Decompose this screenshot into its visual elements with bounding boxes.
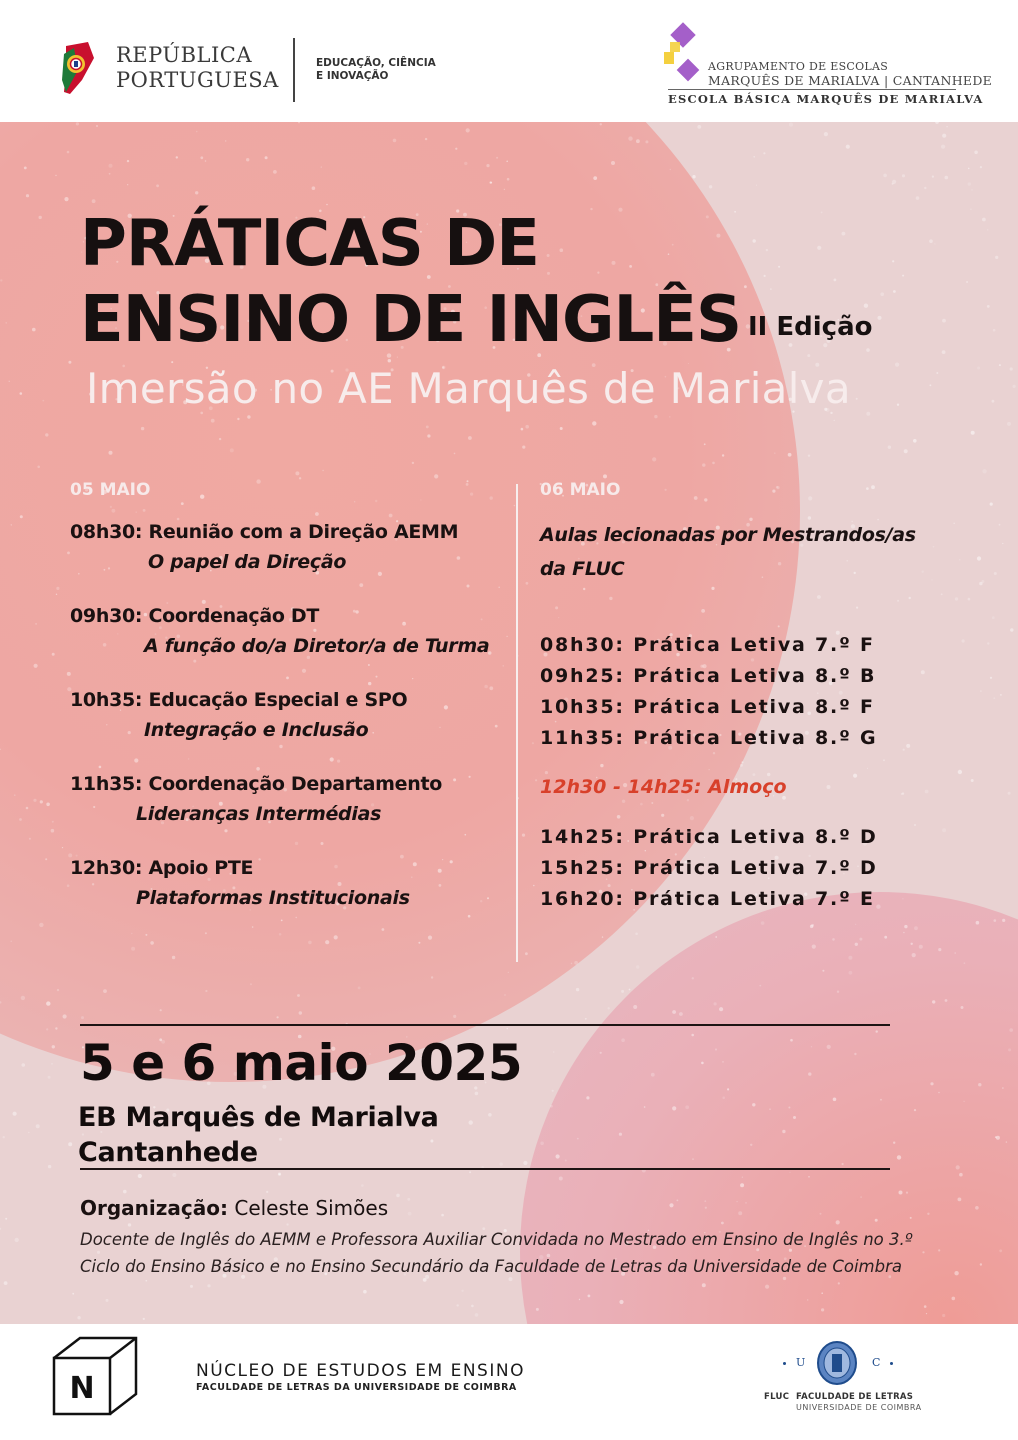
nucleo-subtitle: FACULDADE DE LETRAS DA UNIVERSIDADE DE COIMBRA xyxy=(196,1382,517,1393)
event-detail: Lideranças Intermédias xyxy=(136,803,382,825)
organizer-description-line-1: Docente de Inglês do AEMM e Professora Auxiliar Convidada no Mestrado em Ensino de Inglês no 3.º xyxy=(80,1230,913,1249)
header xyxy=(0,0,1018,122)
day2-intro xyxy=(540,518,960,586)
event-detail: O papel da Direção xyxy=(148,551,347,573)
header-divider xyxy=(293,38,295,102)
organizer-description-line-2: Ciclo do Ensino Básico e no Ensino Secundário da Faculdade de Letras da Universidade de Coimbra xyxy=(80,1257,902,1276)
school-group-location: MARQUÊS DE MARIALVA | CANTANHEDE xyxy=(708,73,993,88)
gov-line-1: REPÚBLICA xyxy=(116,43,253,67)
uc-dot xyxy=(783,1362,786,1365)
uc-dot xyxy=(890,1362,893,1365)
day2-schedule xyxy=(540,480,960,915)
event-date: 5 e 6 maio 2025 xyxy=(80,1034,523,1092)
class-slot: 08h30: Prática Letiva 7.º F xyxy=(540,634,875,656)
ministry-line-2: E INOVAÇÃO xyxy=(316,70,389,82)
day2-intro-line-1: Aulas lecionadas por Mestrandos/as xyxy=(540,524,916,546)
day1-event xyxy=(70,686,510,746)
universidade-label: UNIVERSIDADE DE COIMBRA xyxy=(796,1403,922,1412)
uc-letter-c: C xyxy=(872,1356,881,1369)
class-slot: 09h25: Prática Letiva 8.º B xyxy=(540,665,877,687)
nucleo-title: NÚCLEO DE ESTUDOS EM ENSINO xyxy=(196,1361,525,1381)
gov-name xyxy=(116,43,279,93)
column-divider xyxy=(516,484,518,962)
day1-event xyxy=(70,602,510,662)
event-venue xyxy=(78,1100,439,1170)
event-time: 08h30: Reunião com a Direção AEMM xyxy=(70,521,459,543)
lunch-break: 12h30 - 14h25: Almoço xyxy=(540,776,787,798)
day1-label: 05 MAIO xyxy=(70,480,151,500)
class-slot: 11h35: Prática Letiva 8.º G xyxy=(540,727,878,749)
nucleo-logo-letter: N xyxy=(69,1371,95,1406)
event-time: 11h35: Coordenação Departamento xyxy=(70,773,443,795)
event-time: 09h30: Coordenação DT xyxy=(70,605,320,627)
day2-label: 06 MAIO xyxy=(540,480,621,500)
republica-portuguesa-emblem-icon xyxy=(58,40,102,98)
day1-event xyxy=(70,518,510,578)
title-line-1: PRÁTICAS DE xyxy=(80,207,539,281)
class-slot: 16h20: Prática Letiva 7.º E xyxy=(540,888,875,910)
day1-event xyxy=(70,854,510,914)
gov-line-2: PORTUGUESA xyxy=(116,68,279,92)
ministry-name xyxy=(316,57,436,83)
event-time: 12h30: Apoio PTE xyxy=(70,857,254,879)
fluc-label: FLUC xyxy=(764,1392,790,1402)
ministry-line-1: EDUCAÇÃO, CIÊNCIA xyxy=(316,57,436,69)
school-group-name: AGRUPAMENTO DE ESCOLAS xyxy=(708,60,889,73)
university-seal-icon xyxy=(816,1340,858,1386)
venue-line-2: Cantanhede xyxy=(78,1137,258,1168)
faculdade-label: FACULDADE DE LETRAS xyxy=(796,1392,914,1402)
event-detail: Plataformas Institucionais xyxy=(136,887,410,909)
event-time: 10h35: Educação Especial e SPO xyxy=(70,689,408,711)
nucleo-cube-logo-icon xyxy=(50,1332,142,1422)
footer xyxy=(0,1324,1018,1440)
day1-event xyxy=(70,770,510,830)
class-slot: 14h25: Prática Letiva 8.º D xyxy=(540,826,878,848)
event-subtitle: Imersão no AE Marquês de Marialva xyxy=(86,364,851,413)
poster xyxy=(0,122,1018,1324)
date-rule-bottom xyxy=(80,1168,890,1170)
uc-letter-u: U xyxy=(796,1356,806,1369)
title-line-2: ENSINO DE INGLÊS xyxy=(80,283,742,357)
organizer xyxy=(80,1196,388,1220)
day1-schedule xyxy=(70,480,510,938)
edition-label: II Edição xyxy=(748,312,873,342)
event-detail: Integração e Inclusão xyxy=(144,719,369,741)
event-title xyxy=(80,206,741,358)
school-name: ESCOLA BÁSICA MARQUÊS DE MARIALVA xyxy=(668,92,984,106)
event-detail: A função do/a Diretor/a de Turma xyxy=(144,635,490,657)
day2-intro-line-2: da FLUC xyxy=(540,558,625,580)
organizer-label: Organização: xyxy=(80,1196,228,1220)
class-slot: 10h35: Prática Letiva 8.º F xyxy=(540,696,875,718)
organizer-name: Celeste Simões xyxy=(234,1196,389,1220)
class-slot: 15h25: Prática Letiva 7.º D xyxy=(540,857,878,879)
date-rule-top xyxy=(80,1024,890,1026)
school-rule xyxy=(668,89,956,90)
venue-line-1: EB Marquês de Marialva xyxy=(78,1102,439,1133)
organizer-description xyxy=(80,1226,980,1280)
